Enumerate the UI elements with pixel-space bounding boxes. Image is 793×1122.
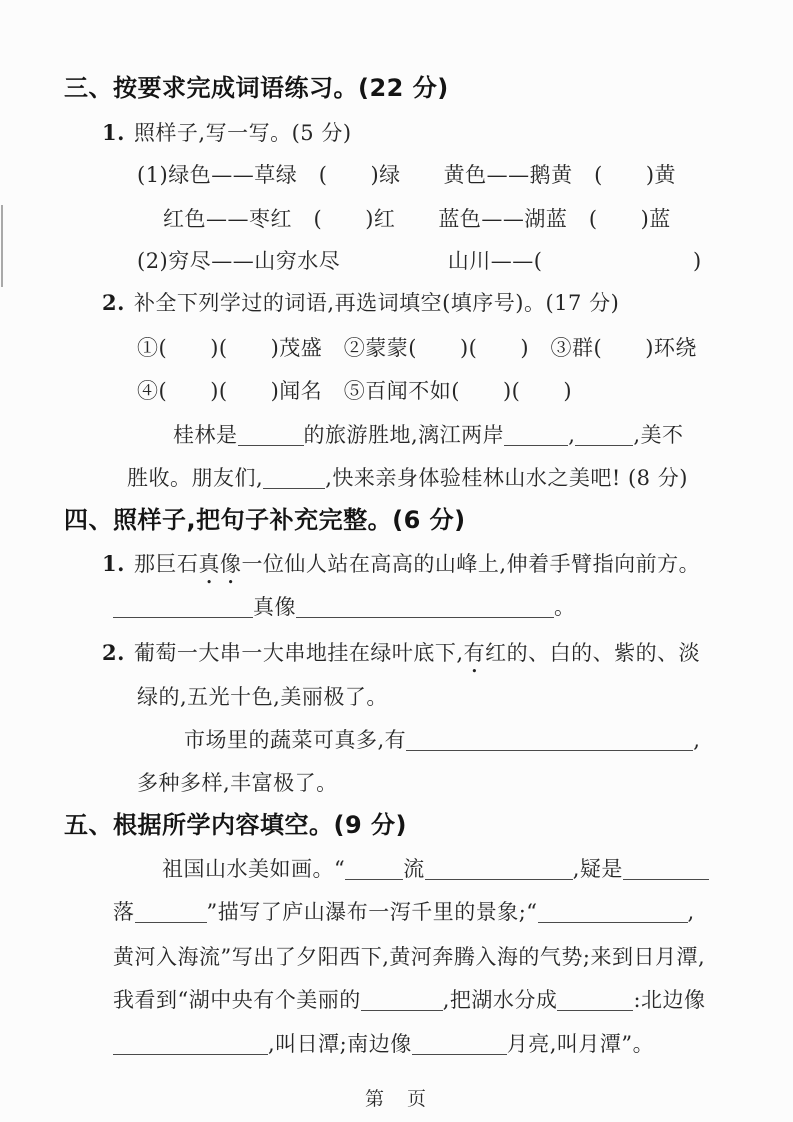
- idiom-blanks-row-1: ①( )( )茂盛 ②蒙蒙( )( ) ③群( )环绕: [137, 336, 697, 360]
- answer-blank: [113, 601, 253, 618]
- answer-blank: [623, 863, 709, 880]
- guilin-fill-line-1: [173, 422, 684, 448]
- question-number: 2.: [102, 640, 125, 665]
- word-pattern-row: (2)穷尽——山穷水尽 山川——( ): [137, 249, 702, 273]
- answer-blank: [238, 429, 304, 446]
- text-segment: :北边像: [633, 988, 706, 1012]
- text-segment: ,快来亲身体验桂林山水之美吧! (8 分): [325, 466, 688, 490]
- guilin-fill-line-2: [127, 465, 688, 491]
- section-four-title: 四、照样子,把句子补充完整。(6 分): [64, 506, 466, 534]
- text-segment: 葡萄一大串一大串地挂在绿叶底下,: [133, 641, 464, 665]
- answer-blank: [425, 863, 573, 880]
- poem-fill-line-2: [113, 899, 695, 925]
- answer-blank: [263, 472, 325, 489]
- text-segment: 月亮,叫月潭”。: [506, 1032, 655, 1056]
- market-fill-line-1: [184, 727, 700, 753]
- text-segment: 市场里的蔬菜可真多,有: [184, 728, 407, 752]
- answer-blank: [412, 1038, 507, 1055]
- idiom-blanks-row-2: ④( )( )闻名 ⑤百闻不如( )( ): [137, 379, 573, 403]
- answer-blank: [504, 429, 568, 446]
- section-five-title: 五、根据所学内容填空。(9 分): [64, 811, 407, 839]
- question-number: 1.: [102, 120, 125, 145]
- answer-blank: [361, 994, 443, 1011]
- emphasized-text: 真像: [198, 552, 242, 576]
- text-segment: ,: [693, 728, 701, 752]
- answer-blank: [538, 906, 688, 923]
- answer-blank: [135, 906, 207, 923]
- section-four-q2: [102, 640, 700, 678]
- text-segment: ,美不: [633, 423, 684, 447]
- answer-blank: [557, 994, 633, 1011]
- sun-moon-lake-line-2: [113, 1031, 654, 1057]
- text-segment: 胜收。朋友们,: [127, 466, 264, 490]
- color-words-row-2: 红色——枣红 ( )红 蓝色——湖蓝 ( )蓝: [163, 207, 671, 231]
- text-segment: 那巨石: [133, 552, 199, 576]
- section-three-q2: [102, 290, 619, 316]
- text-segment: 。: [554, 595, 576, 619]
- text-segment: ”描写了庐山瀑布一泻千里的景象;“: [206, 900, 538, 924]
- text-segment: 的旅游胜地,漓江两岸: [303, 423, 505, 447]
- section-four-q1: [102, 551, 700, 589]
- section-three-title: 三、按要求完成词语练习。(22 分): [64, 74, 449, 102]
- page-footer: 第 页: [364, 1088, 428, 1110]
- poem-fill-line-3: 黄河入海流”写出了夕阳西下,黄河奔腾入海的气势;来到日月潭,: [113, 945, 706, 969]
- poem-fill-line-1: [162, 856, 709, 882]
- text-segment: 我看到“湖中央有个美丽的: [113, 988, 361, 1012]
- text-segment: 真像: [253, 595, 296, 619]
- answer-blank: [345, 863, 403, 880]
- text-segment: 桂林是: [173, 423, 238, 447]
- question-text: 补全下列学过的词语,再选词填空(填序号)。(17 分): [133, 291, 620, 315]
- text-segment: ,: [568, 423, 576, 447]
- text-segment: ,叫日潭;南边像: [268, 1032, 412, 1056]
- answer-blank: [406, 734, 693, 751]
- text-segment: ,疑是: [572, 857, 623, 881]
- question-text: 照样子,写一写。(5 分): [133, 121, 352, 145]
- market-fill-line-2: 多种多样,丰富极了。: [137, 771, 338, 795]
- sentence-answer-line: [113, 594, 576, 620]
- answer-blank: [113, 1038, 268, 1055]
- scan-edge-artifact: [1, 205, 3, 287]
- emphasized-text: 有: [463, 641, 486, 665]
- section-four-q2-cont: 绿的,五光十色,美丽极了。: [137, 685, 388, 709]
- answer-blank: [296, 601, 554, 618]
- color-words-row-1: (1)绿色——草绿 ( )绿 黄色——鹅黄 ( )黄: [137, 163, 677, 187]
- question-number: 2.: [102, 290, 125, 315]
- text-segment: ,: [687, 900, 695, 924]
- question-number: 1.: [102, 551, 125, 576]
- sun-moon-lake-line-1: [113, 987, 706, 1013]
- text-segment: 祖国山水美如画。“: [162, 857, 346, 881]
- section-three-q1: [102, 120, 352, 146]
- text-segment: 流: [403, 857, 425, 881]
- answer-blank: [575, 429, 633, 446]
- text-segment: 一位仙人站在高高的山峰上,伸着手臂指向前方。: [241, 552, 701, 576]
- text-segment: 落: [113, 900, 135, 924]
- text-segment: 红的、白的、紫的、淡: [485, 641, 701, 665]
- text-segment: ,把湖水分成: [442, 988, 558, 1012]
